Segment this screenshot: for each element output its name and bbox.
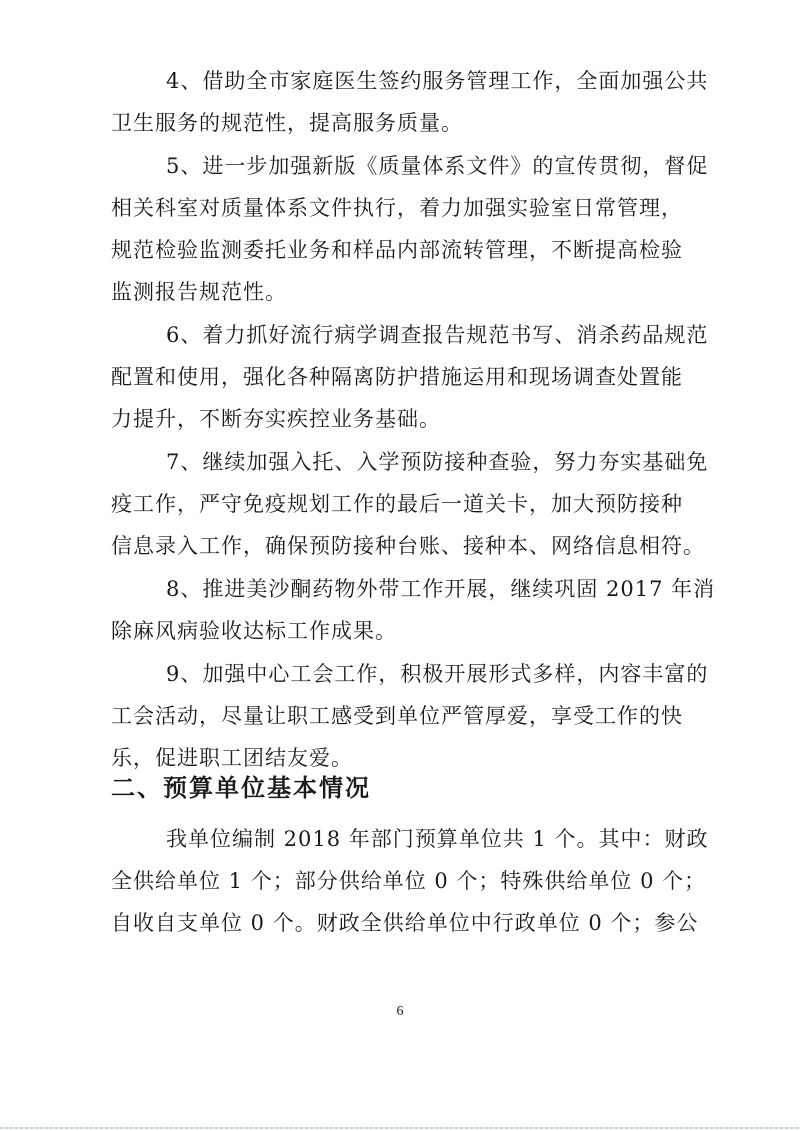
- text-line: 5、进一步加强新版《质量体系文件》的宣传贯彻，督促: [166, 154, 709, 178]
- text-line: 工会活动，尽量让职工感受到单位严管厚爱，享受工作的快: [111, 704, 683, 728]
- text-line: 9、加强中心工会工作，积极开展形式多样，内容丰富的: [166, 662, 709, 686]
- text-line: 8、推进美沙酮药物外带工作开展，继续巩固 2017 年消: [166, 577, 716, 601]
- text-line: 规范检验监测委托业务和样品内部流转管理，不断提高检验: [111, 238, 683, 262]
- text-line: 监测报告规范性。: [111, 280, 287, 304]
- text-line: 6、着力抓好流行病学调查报告规范书写、消杀药品规范: [166, 323, 709, 347]
- text-line: 全供给单位 1 个；部分供给单位 0 个；特殊供给单位 0 个；: [111, 869, 707, 893]
- section-heading: 二、预算单位基本情况: [111, 774, 371, 802]
- text-line: 相关科室对质量体系文件执行，着力加强实验室日常管理，: [111, 196, 683, 220]
- text-line: 信息录入工作，确保预防接种台账、接种本、网络信息相符。: [111, 534, 705, 558]
- text-line: 力提升，不断夯实疾控业务基础。: [111, 407, 441, 431]
- text-line: 4、借助全市家庭医生签约服务管理工作，全面加强公共: [166, 69, 709, 93]
- text-line: 乐，促进职工团结友爱。: [111, 746, 353, 770]
- text-line: 疫工作，严守免疫规划工作的最后一道关卡，加大预防接种: [111, 492, 683, 516]
- scan-edge-line: [0, 1127, 800, 1129]
- text-line: 我单位编制 2018 年部门预算单位共 1 个。其中：财政: [166, 827, 709, 851]
- text-line: 卫生服务的规范性，提高服务质量。: [111, 111, 463, 135]
- page-number: 6: [396, 1004, 404, 1019]
- text-line: 除麻风病验收达标工作成果。: [111, 619, 397, 643]
- text-line: 自收自支单位 0 个。财政全供给单位中行政单位 0 个；参公: [111, 911, 699, 935]
- text-line: 7、继续加强入托、入学预防接种查验，努力夯实基础免: [166, 450, 709, 474]
- text-line: 配置和使用，强化各种隔离防护措施运用和现场调查处置能: [111, 365, 683, 389]
